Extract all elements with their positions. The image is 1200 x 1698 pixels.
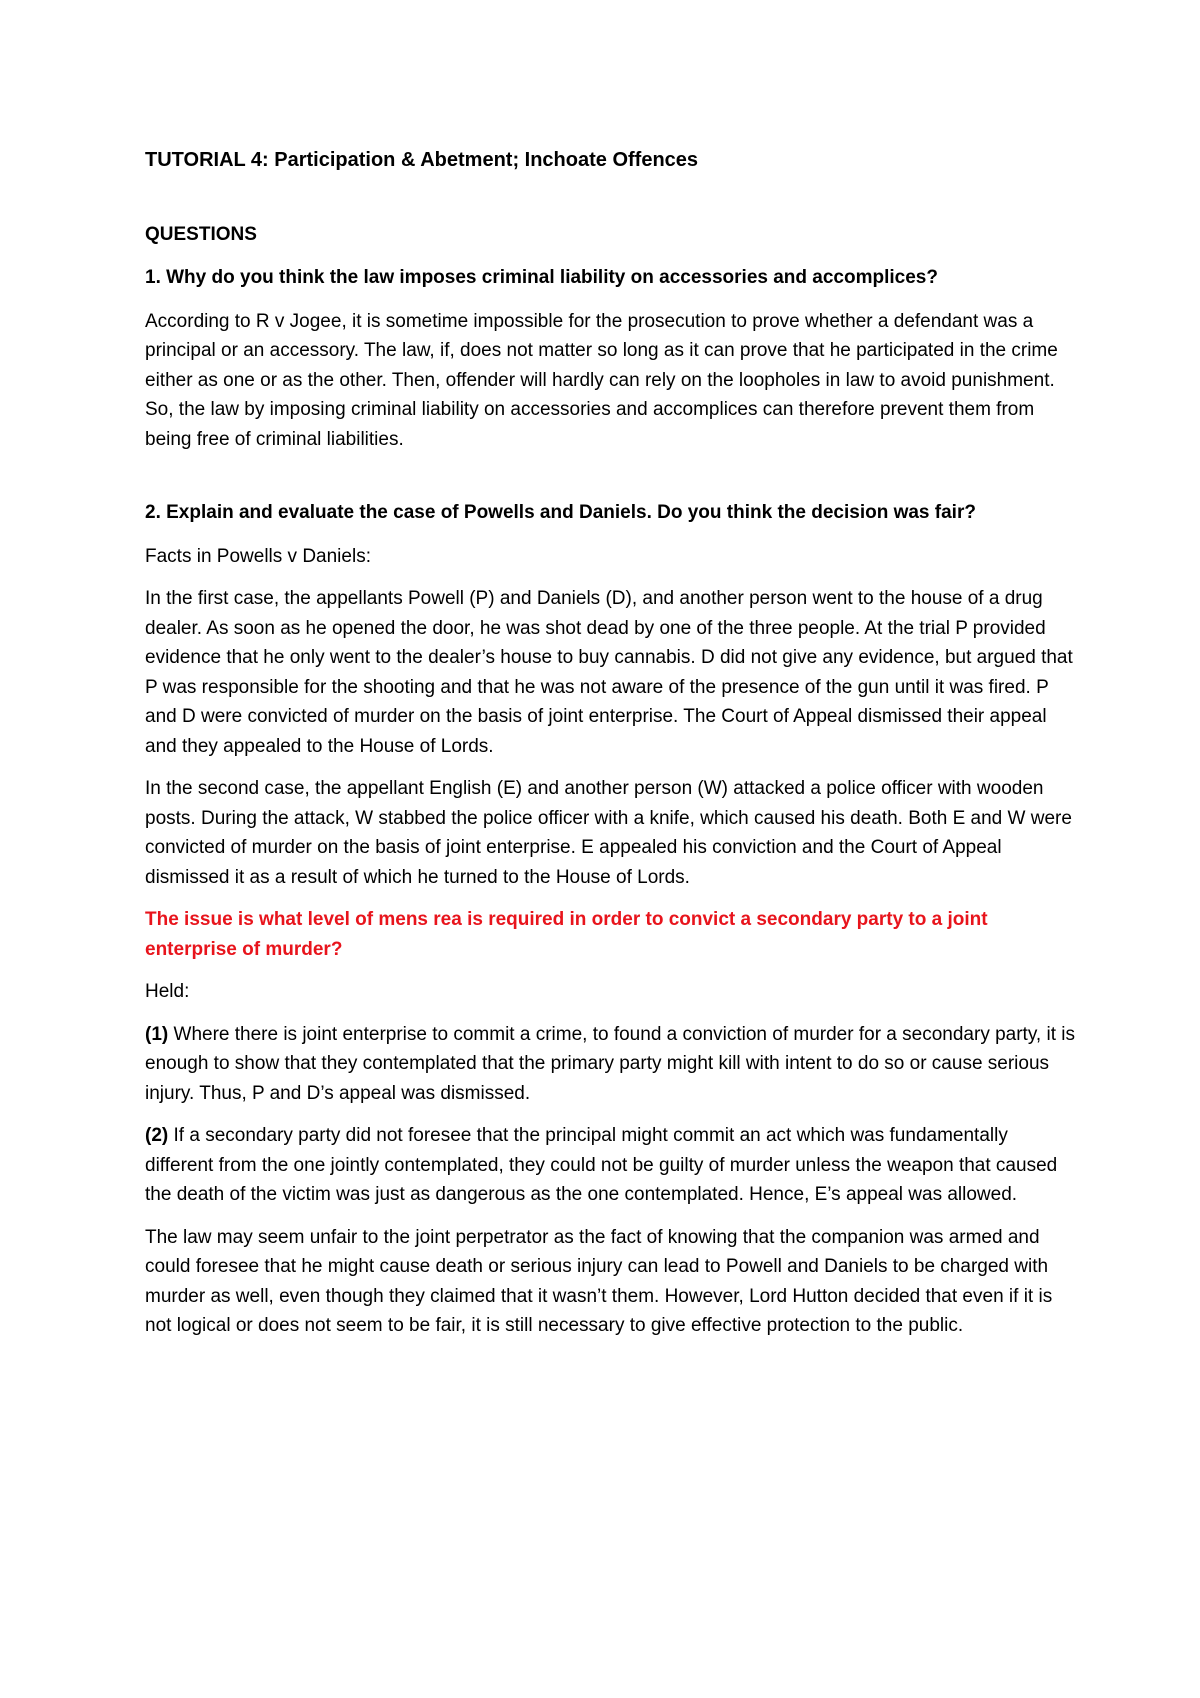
page-title: TUTORIAL 4: Participation & Abetment; Inchoate Offences xyxy=(145,149,699,171)
held-heading: Held: xyxy=(145,981,190,1002)
facts-first-case: In the first case, the appellants Powell (P) and Daniels (D), and another person went to the house of a drug dealer. As soon as he opened the door, he was shot dead by one of the three people. At the trial P provided evidence that he only went to the dealer’s house to buy cannabis. D did not give any evidence, but argued that P was responsible for the shooting and that he was not aware of the presence of the gun until it was fired. P and D were convicted of murder on the basis of joint enterprise. The Court of Appeal dismissed their appeal and they appealed to the House of Lords. xyxy=(145,588,1073,757)
held-point-2-text: If a secondary party did not foresee that the principal might commit an act which was fundamentally different from the one jointly contemplated, they could not be guilty of murder unless the weapon that caused the death of the victim was just as dangerous as the one contemplated. Hence, E’s appeal was allowed. xyxy=(145,1125,1058,1205)
held-point-1-number: (1) xyxy=(145,1023,169,1045)
facts-second-case: In the second case, the appellant English (E) and another person (W) attacked a police officer with wooden posts. During the attack, W stabbed the police officer with a knife, which caused his death. Both E and W were convicted of murder on the basis of joint enterprise. E appealed his conviction and the Court of Appeal dismissed it as a result of which he turned to the House of Lords. xyxy=(145,778,1072,888)
evaluation-paragraph: The law may seem unfair to the joint perpetrator as the fact of knowing that the companion was armed and could foresee that he might cause death or serious injury can lead to Powell and Daniels to be charged with murder as well, even though they claimed that it wasn’t them. However, Lord Hutton decided that even if it is not logical or does not seem to be fair, it is still necessary to give effective protection to the public. xyxy=(145,1226,1053,1336)
held-point-1 xyxy=(145,1020,1075,1109)
issue-statement: The issue is what level of mens rea is required in order to convict a secondary party to a joint enterprise of murder? xyxy=(145,909,988,960)
document-body xyxy=(145,146,1075,1354)
answer-1: According to R v Jogee, it is sometime impossible for the prosecution to prove whether a defendant was a principal or an accessory. The law, if, does not matter so long as it can prove that he participated in the crime either as one or as the other. Then, offender will hardly can rely on the loopholes in law to avoid punishment. So, the law by imposing criminal liability on accessories and accomplices can therefore prevent them from being free of criminal liabilities. xyxy=(145,310,1058,450)
facts-heading: Facts in Powells v Daniels: xyxy=(145,545,371,567)
question-2: 2. Explain and evaluate the case of Powells and Daniels. Do you think the decision was fair? xyxy=(145,502,976,523)
held-point-2-number: (2) xyxy=(145,1125,169,1146)
held-point-2 xyxy=(145,1121,1075,1210)
question-1: 1. Why do you think the law imposes criminal liability on accessories and accomplices? xyxy=(145,267,938,288)
questions-heading: QUESTIONS xyxy=(145,223,257,245)
held-point-1-text: Where there is joint enterprise to commit a crime, to found a conviction of murder for a secondary party, it is enough to show that they contemplated that the primary party might kill with intent to do so or cause serious injury. Thus, P and D’s appeal was dismissed. xyxy=(145,1023,1075,1104)
